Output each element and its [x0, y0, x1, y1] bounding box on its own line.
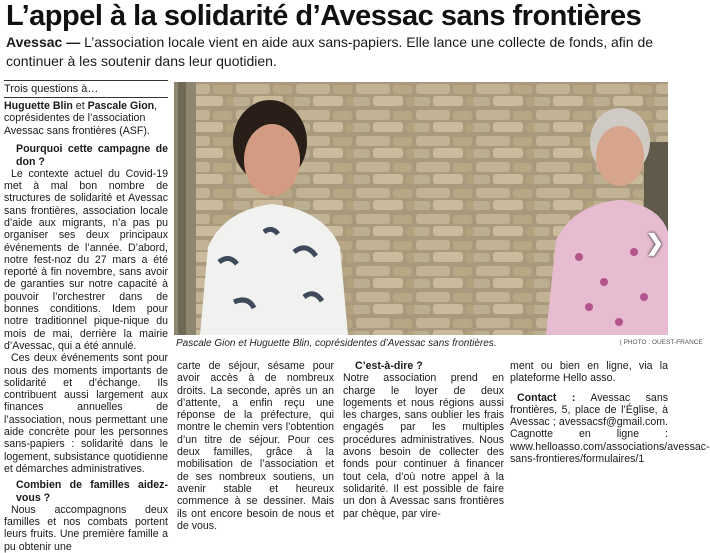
answer-2-paragraph-1: Nous accompagnons deux familles et nos combats portent leurs fruits. Une première famille a pu obtenir une	[4, 503, 168, 553]
interviewees	[4, 100, 168, 137]
body-column-2	[177, 360, 334, 532]
question-3: C’est-à-dire ?	[355, 360, 423, 372]
lede-place: Avessac —	[6, 34, 81, 50]
contact-label: Contact :	[517, 391, 576, 404]
interviewees-role: , coprésidentes de l’association Avessac sans frontières (ASF).	[4, 100, 158, 137]
photo-caption: Pascale Gion et Huguette Blin, coprésidentes d’Avessac sans frontières.	[176, 338, 497, 349]
interview-column	[4, 80, 168, 553]
column-2-paragraph: carte de séjour, sésame pour avoir accès à de nombreux droits. La seconde, après un an d’attente, a enfin reçu une réponse de la préfecture, qui montre le chemin vers l’obtention d’un titre de séjour. Pour ces deux familles, grâce à la mobilisation de l’association et de ses nombreux soutiens, un avenir stable et heureux commence à se dessiner. Mais ils ont encore besoin de nous et de vous.	[177, 360, 334, 532]
interviewee-2: Pascale Gion	[87, 100, 155, 112]
interviewee-1: Huguette Blin	[4, 100, 73, 112]
column-4-paragraph: ment ou bien en ligne, via la plateforme Hello asso.	[510, 360, 668, 385]
name-connector: et	[72, 100, 88, 112]
answer-1-paragraph-2: Ces deux événements sont pour nous des moments importants de solidarité et d’échange. Ils contribuent aussi largement aux finances annuelles de l’association, nous permettant une aide concrète pour les personnes sans-papiers : solidarité dans le logement, subsistance quotidienne et démarches administratives.	[4, 352, 168, 475]
box-title: Trois questions à…	[4, 80, 168, 98]
photo-credit: | PHOTO : OUEST-FRANCE	[620, 339, 703, 346]
headline: L’appel à la solidarité d’Avessac sans frontières	[6, 0, 642, 32]
article-photo	[174, 82, 668, 335]
answer-1-paragraph-1: Le contexte actuel du Covid-19 met à mal bon nombre de structures de solidarité et Avessac sans frontières, association locale d’aide aux migrants, n’a pas pu organiser ses deux principaux événements de l’année. D’abord, notre fest-noz du 27 mars a été reporté à fin novembre, sans avoir de garanties sur notre capacité à pouvoir l’orchestrer dans de bonnes conditions. Idem pour notre traditionnel pique-nique du mois de mai, derrière la mairie d’Avessac, qui a été annulé.	[4, 167, 168, 352]
next-arrow-icon[interactable]: ❯	[645, 230, 664, 255]
question-1: Pourquoi cette campagne de don ?	[16, 143, 168, 168]
contact-paragraph	[510, 391, 710, 466]
body-column-3	[343, 360, 504, 520]
body-column-4	[510, 360, 710, 466]
lede-text: L’association locale vient en aide aux sans-papiers. Elle lance une collecte de fonds, afin de continuer à les soutenir dans leur quotidien.	[6, 34, 654, 69]
contact-text: Avessac sans frontières, 5, place de l’Église, à Avessac ; avessacsf@gmail.com. Cagnotte en ligne : www.helloasso.com/associations/avessac-sans-frontieres/formulaires/1	[510, 391, 710, 466]
lede	[6, 33, 666, 71]
question-2: Combien de familles aidez-vous ?	[16, 479, 168, 504]
answer-3-paragraph: Notre association prend en charge le loyer de deux logements et nous régions aussi les charges, sans oublier les frais engagés par les multiples procédures administratives. Nous avons besoin de collecter des fonds pour continuer à financer tout cela, d’où notre appel à la solidarité. Il est possible de faire un don à Avessac sans frontières par chèque, par vire-	[343, 372, 504, 520]
photo-illustration	[174, 82, 668, 335]
